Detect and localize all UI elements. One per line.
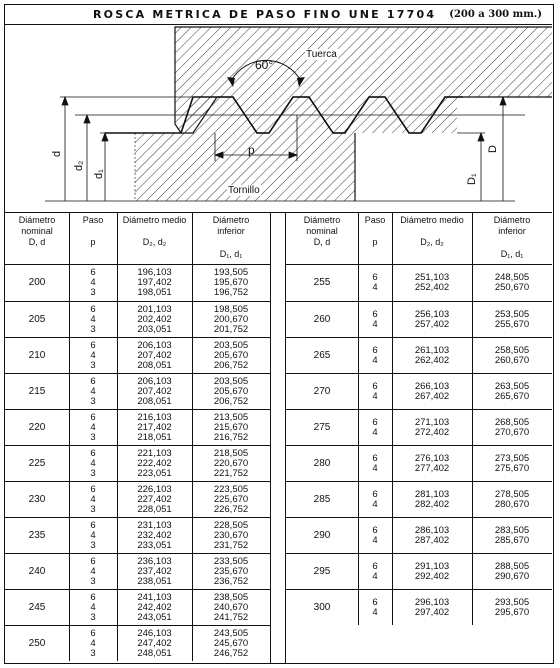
minor-diameter-value: 293,505 — [494, 597, 530, 608]
header-medio — [392, 215, 472, 263]
nominal-diameter: 235 — [28, 530, 46, 541]
minor-diameter-value: 253,505 — [494, 309, 530, 320]
minor-diameter-value: 193,505 — [213, 267, 249, 278]
pitch-value: 6 — [90, 340, 96, 351]
pitch-value: 6 — [372, 345, 378, 356]
angle-label: 60° — [255, 58, 274, 72]
table-row — [286, 428, 552, 438]
table-header — [286, 213, 552, 265]
minor-diameter-value: 215,670 — [213, 422, 249, 433]
pitch-value: 6 — [372, 381, 378, 392]
pitch-diameter-value: 297,402 — [414, 607, 450, 618]
pitch-diameter-value: 277,402 — [414, 463, 450, 474]
pitch-value: 6 — [90, 520, 96, 531]
table-row — [286, 320, 552, 330]
pitch-diameter-value: 281,103 — [414, 489, 450, 500]
pitch-diameter-value: 226,103 — [137, 484, 172, 495]
pitch-diameter-value: 276,103 — [414, 453, 450, 464]
table-group — [286, 553, 552, 589]
nut-label: Tuerca — [306, 49, 337, 60]
table-group — [286, 373, 552, 409]
table-group — [286, 337, 552, 373]
table-group — [5, 589, 270, 625]
pitch-value: 3 — [90, 648, 96, 659]
pitch-diameter-value: 232,402 — [137, 530, 172, 541]
minor-diameter-value: 241,752 — [213, 612, 249, 623]
pitch-diameter-value: 238,051 — [137, 576, 172, 587]
header-nominal-line: Diámetro — [303, 215, 341, 225]
header-nominal-line: D, d — [313, 237, 331, 247]
header-nominal — [5, 215, 69, 263]
minor-diameter-value: 246,752 — [213, 648, 249, 659]
nominal-diameter: 290 — [313, 530, 331, 541]
table-group — [5, 517, 270, 553]
pitch-diameter-value: 237,402 — [137, 566, 172, 577]
minor-diameter-value: 283,505 — [494, 525, 530, 536]
header-paso — [69, 215, 117, 263]
pitch-value: 4 — [372, 282, 378, 293]
thread-diagram — [5, 25, 552, 213]
document-sheet — [4, 4, 554, 664]
D-label: D — [487, 145, 499, 153]
minor-diameter-value: 248,505 — [494, 272, 530, 283]
pitch-diameter-value: 231,103 — [137, 520, 172, 531]
table-row — [5, 541, 270, 551]
pitch-value: 6 — [372, 489, 378, 500]
minor-diameter-value: 295,670 — [494, 607, 530, 618]
minor-diameter-value: 236,752 — [213, 576, 249, 587]
nominal-diameter: 300 — [313, 602, 331, 613]
table-group — [5, 265, 270, 301]
pitch-diameter-value: 198,051 — [137, 287, 172, 298]
minor-diameter-value: 280,670 — [494, 499, 530, 510]
pitch-diameter-value: 208,051 — [137, 396, 172, 407]
nominal-diameter: 200 — [28, 277, 46, 288]
minor-diameter-value: 263,505 — [494, 381, 530, 392]
pitch-value: 6 — [90, 592, 96, 603]
minor-diameter-value: 235,670 — [213, 566, 249, 577]
pitch-diameter-value: 286,103 — [414, 525, 450, 536]
table-group — [286, 301, 552, 337]
pitch-value: 6 — [372, 561, 378, 572]
pitch-diameter-value: 292,402 — [414, 571, 450, 582]
pitch-value: 6 — [372, 309, 378, 320]
table-row — [5, 469, 270, 479]
nominal-diameter: 210 — [28, 350, 46, 361]
range-note: (200 a 300 mm.) — [449, 9, 542, 20]
minor-diameter-value: 203,505 — [213, 340, 249, 351]
header-inferior — [472, 215, 552, 263]
nominal-diameter: 215 — [28, 386, 46, 397]
pitch-diameter-value: 271,103 — [414, 417, 450, 428]
minor-diameter-value: 233,505 — [213, 556, 249, 567]
minor-diameter-value: 268,505 — [494, 417, 530, 428]
minor-diameter-value: 216,752 — [213, 432, 249, 443]
pitch-value: 6 — [372, 453, 378, 464]
pitch-diameter-value: 222,402 — [137, 458, 172, 469]
table-row — [286, 572, 552, 582]
minor-diameter-value: 206,752 — [213, 360, 249, 371]
nominal-diameter: 285 — [313, 494, 331, 505]
minor-diameter-value: 225,670 — [213, 494, 249, 505]
minor-diameter-value: 290,670 — [494, 571, 530, 582]
minor-diameter-value: 270,670 — [494, 427, 530, 438]
header-paso-line: p — [372, 237, 378, 247]
header-nominal-line: nominal — [306, 226, 338, 236]
pitch-value: 4 — [90, 566, 96, 577]
D1-label: D₁ — [466, 173, 478, 185]
table-group — [286, 589, 552, 625]
minor-diameter-value: 198,505 — [213, 304, 249, 315]
pitch-diameter-value: 248,051 — [137, 648, 172, 659]
table-group — [5, 481, 270, 517]
minor-diameter-value: 285,670 — [494, 535, 530, 546]
pitch-diameter-value: 206,103 — [137, 376, 172, 387]
pitch-value: 3 — [90, 576, 96, 587]
pitch-value: 4 — [90, 350, 96, 361]
pitch-diameter-value: 267,402 — [414, 391, 450, 402]
minor-diameter-value: 275,670 — [494, 463, 530, 474]
table-group — [5, 625, 270, 661]
pitch-value: 6 — [372, 597, 378, 608]
nominal-diameter: 245 — [28, 602, 46, 613]
pitch-diameter-value: 256,103 — [414, 309, 450, 320]
table-group — [5, 373, 270, 409]
table-group — [286, 445, 552, 481]
minor-diameter-value: 223,505 — [213, 484, 249, 495]
table-header — [5, 213, 270, 265]
pitch-diameter-value: 201,103 — [137, 304, 172, 315]
minor-diameter-value: 221,752 — [213, 468, 249, 479]
table-left — [5, 213, 270, 663]
minor-diameter-value: 203,505 — [213, 376, 249, 387]
pitch-diameter-value: 207,402 — [137, 350, 172, 361]
pitch-diameter-value: 282,402 — [414, 499, 450, 510]
minor-diameter-value: 226,752 — [213, 504, 249, 515]
pitch-diameter-value: 242,402 — [137, 602, 172, 613]
nominal-diameter: 255 — [313, 277, 331, 288]
table-group — [286, 481, 552, 517]
minor-diameter-value: 220,670 — [213, 458, 249, 469]
minor-diameter-value: 245,670 — [213, 638, 249, 649]
minor-diameter-value: 200,670 — [213, 314, 249, 325]
nominal-diameter: 280 — [313, 458, 331, 469]
nominal-diameter: 225 — [28, 458, 46, 469]
pitch-diameter-value: 218,051 — [137, 432, 172, 443]
table-group — [286, 409, 552, 445]
table-group — [286, 265, 552, 301]
nominal-diameter: 270 — [313, 386, 331, 397]
header-inferior-line: D₁, d₁ — [500, 249, 524, 259]
header-paso-line: Paso — [82, 215, 104, 225]
d-label: d — [51, 150, 63, 157]
header-medio-line: D₂, d₂ — [420, 237, 444, 247]
pitch-diameter-value: 291,103 — [414, 561, 450, 572]
table-gutter — [270, 213, 286, 663]
header-paso — [358, 215, 392, 263]
pitch-diameter-value: 241,103 — [137, 592, 172, 603]
pitch-value: 3 — [90, 504, 96, 515]
table-row — [286, 464, 552, 474]
pitch-diameter-value: 223,051 — [137, 468, 172, 479]
pitch-diameter-value: 251,103 — [414, 272, 450, 283]
table-row — [5, 361, 270, 371]
table-row — [286, 536, 552, 546]
pitch-diameter-value: 197,402 — [137, 277, 172, 288]
nominal-diameter: 265 — [313, 350, 331, 361]
pitch-value: 4 — [90, 602, 96, 613]
pitch-value: 6 — [372, 272, 378, 283]
nominal-diameter: 205 — [28, 314, 46, 325]
header-inferior-line: Diámetro — [212, 215, 250, 225]
pitch-diameter-value: 247,402 — [137, 638, 172, 649]
title-bar — [5, 5, 552, 25]
d2-label: d₂ — [73, 160, 85, 171]
pitch-diameter-value: 287,402 — [414, 535, 450, 546]
pitch-value: 4 — [372, 499, 378, 510]
pitch-value: 3 — [90, 287, 96, 298]
header-inferior-line: D₁, d₁ — [219, 249, 243, 259]
minor-diameter-value: 228,505 — [213, 520, 249, 531]
pitch-diameter-value: 227,402 — [137, 494, 172, 505]
table-right — [286, 213, 552, 663]
pitch-value: 4 — [372, 571, 378, 582]
pitch-value: 4 — [90, 638, 96, 649]
pitch-diameter-value: 196,103 — [137, 267, 172, 278]
header-nominal-line: Diámetro — [18, 215, 56, 225]
header-nominal-line: nominal — [21, 226, 53, 236]
minor-diameter-value: 196,752 — [213, 287, 249, 298]
pitch-value: 6 — [372, 417, 378, 428]
pitch-diameter-value: 243,051 — [137, 612, 172, 623]
table-row — [5, 505, 270, 515]
pitch-value: 6 — [372, 525, 378, 536]
header-inferior-line: Diámetro — [493, 215, 531, 225]
table-group — [5, 301, 270, 337]
pitch-value: 4 — [372, 319, 378, 330]
pitch-diameter-value: 262,402 — [414, 355, 450, 366]
screw-label: Tornillo — [228, 185, 260, 196]
minor-diameter-value: 243,505 — [213, 628, 249, 639]
pitch-diameter-value: 208,051 — [137, 360, 172, 371]
table-row — [286, 608, 552, 618]
pitch-diameter-value: 272,402 — [414, 427, 450, 438]
minor-diameter-value: 238,505 — [213, 592, 249, 603]
pitch-value: 6 — [90, 556, 96, 567]
minor-diameter-value: 230,670 — [213, 530, 249, 541]
header-nominal — [286, 215, 358, 263]
table-row — [5, 649, 270, 659]
nominal-diameter: 260 — [313, 314, 331, 325]
minor-diameter-value: 218,505 — [213, 448, 249, 459]
pitch-value: 6 — [90, 376, 96, 387]
pitch-diameter-value: 202,402 — [137, 314, 172, 325]
pitch-diameter-value: 257,402 — [414, 319, 450, 330]
pitch-diameter-value: 246,103 — [137, 628, 172, 639]
minor-diameter-value: 258,505 — [494, 345, 530, 356]
header-paso-line: p — [90, 237, 96, 247]
pitch-value: 4 — [90, 530, 96, 541]
pitch-diameter-value: 206,103 — [137, 340, 172, 351]
table-group — [286, 517, 552, 553]
header-medio-line: D₂, d₂ — [142, 237, 167, 247]
pitch-value: 3 — [90, 468, 96, 479]
table-row — [286, 500, 552, 510]
page-title: ROSCA METRICA DE PASO FINO UNE 17704 — [93, 8, 437, 21]
pitch-diameter-value: 252,402 — [414, 282, 450, 293]
pitch-value: 6 — [90, 412, 96, 423]
table-row — [286, 392, 552, 402]
minor-diameter-value: 213,505 — [213, 412, 249, 423]
nominal-diameter: 250 — [28, 638, 46, 649]
pitch-value: 3 — [90, 540, 96, 551]
minor-diameter-value: 250,670 — [494, 282, 530, 293]
minor-diameter-value: 201,752 — [213, 324, 249, 335]
pitch-value: 4 — [90, 422, 96, 433]
header-inferior — [192, 215, 270, 263]
d1-label: d₁ — [93, 169, 105, 179]
pitch-value: 4 — [372, 535, 378, 546]
pitch-value: 3 — [90, 360, 96, 371]
minor-diameter-value: 231,752 — [213, 540, 249, 551]
minor-diameter-value: 273,505 — [494, 453, 530, 464]
table-group — [5, 445, 270, 481]
minor-diameter-value: 205,670 — [213, 386, 249, 397]
pitch-diameter-value: 261,103 — [414, 345, 450, 356]
header-inferior-line: inferior — [498, 226, 526, 236]
table-row — [5, 577, 270, 587]
pitch-diameter-value: 203,051 — [137, 324, 172, 335]
nominal-diameter: 295 — [313, 566, 331, 577]
table-group — [5, 409, 270, 445]
pitch-value: 4 — [372, 607, 378, 618]
pitch-value: 3 — [90, 324, 96, 335]
pitch-diameter-value: 228,051 — [137, 504, 172, 515]
pitch-value: 4 — [90, 314, 96, 325]
pitch-diameter-value: 207,402 — [137, 386, 172, 397]
minor-diameter-value: 195,670 — [213, 277, 249, 288]
minor-diameter-value: 205,670 — [213, 350, 249, 361]
header-paso-line: Paso — [364, 215, 386, 225]
pitch-value: 6 — [90, 267, 96, 278]
nominal-diameter: 220 — [28, 422, 46, 433]
pitch-value: 3 — [90, 396, 96, 407]
header-medio — [117, 215, 192, 263]
pitch-diameter-value: 233,051 — [137, 540, 172, 551]
minor-diameter-value: 260,670 — [494, 355, 530, 366]
table-row — [5, 613, 270, 623]
minor-diameter-value: 255,670 — [494, 319, 530, 330]
table-row — [5, 397, 270, 407]
pitch-diameter-value: 216,103 — [137, 412, 172, 423]
pitch-value: 6 — [90, 304, 96, 315]
pitch-diameter-value: 217,402 — [137, 422, 172, 433]
nominal-diameter: 230 — [28, 494, 46, 505]
pitch-value: 4 — [90, 494, 96, 505]
pitch-value: 6 — [90, 448, 96, 459]
pitch-value: 6 — [90, 628, 96, 639]
table-row — [5, 433, 270, 443]
pitch-value: 4 — [90, 386, 96, 397]
pitch-value: 4 — [372, 391, 378, 402]
minor-diameter-value: 240,670 — [213, 602, 249, 613]
table-row — [5, 288, 270, 298]
minor-diameter-value: 278,505 — [494, 489, 530, 500]
pitch-diameter-value: 221,103 — [137, 448, 172, 459]
pitch-value: 4 — [372, 463, 378, 474]
minor-diameter-value: 265,670 — [494, 391, 530, 402]
table-group — [5, 337, 270, 373]
table-row — [286, 283, 552, 293]
table-row — [5, 325, 270, 335]
header-inferior-line: inferior — [217, 226, 245, 236]
pitch-value: 3 — [90, 432, 96, 443]
minor-diameter-value: 288,505 — [494, 561, 530, 572]
pitch-value: 4 — [90, 458, 96, 469]
table-group — [5, 553, 270, 589]
header-medio-line: Diámetro medio — [122, 215, 187, 225]
pitch-diameter-value: 236,103 — [137, 556, 172, 567]
header-nominal-line: D, d — [28, 237, 46, 247]
pitch-value: 4 — [372, 427, 378, 438]
table-row — [286, 356, 552, 366]
pitch-label: p — [248, 143, 255, 157]
pitch-value: 3 — [90, 612, 96, 623]
minor-diameter-value: 206,752 — [213, 396, 249, 407]
pitch-value: 6 — [90, 484, 96, 495]
pitch-value: 4 — [90, 277, 96, 288]
nominal-diameter: 275 — [313, 422, 331, 433]
nominal-diameter: 240 — [28, 566, 46, 577]
pitch-diameter-value: 296,103 — [414, 597, 450, 608]
header-medio-line: Diámetro medio — [400, 215, 464, 225]
pitch-diameter-value: 266,103 — [414, 381, 450, 392]
pitch-value: 4 — [372, 355, 378, 366]
